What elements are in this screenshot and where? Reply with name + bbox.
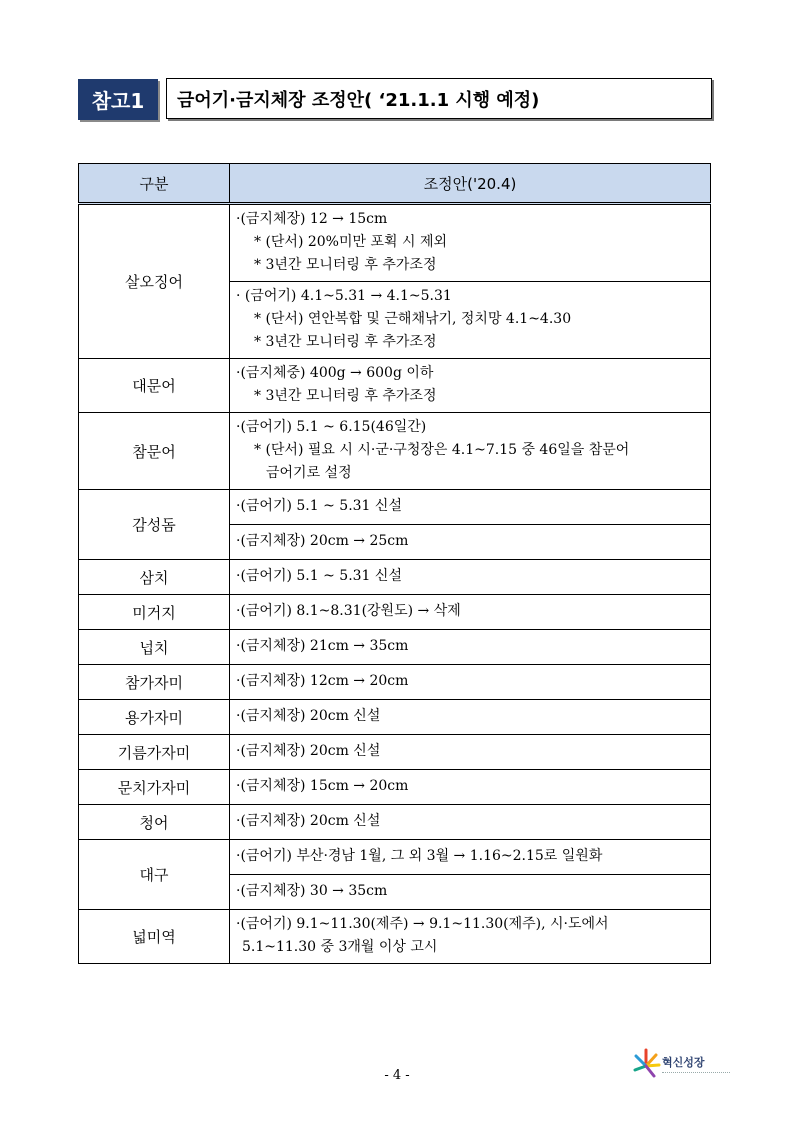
row-content [230, 359, 711, 413]
table-row [79, 840, 711, 875]
table-row [79, 204, 711, 282]
table-header-row [79, 164, 711, 204]
row-category: 청어 [79, 805, 230, 840]
row-content: ·(금어기) 5.1 ~ 5.31 신설 [230, 490, 711, 525]
row-category: 기름가자미 [79, 735, 230, 770]
row-category: 참문어 [79, 413, 230, 490]
row-category: 넙치 [79, 630, 230, 665]
table-row [79, 359, 711, 413]
table-row [79, 595, 711, 630]
table-row [79, 560, 711, 595]
page-number: - 4 - [384, 1068, 410, 1083]
content-note: * (단서) 연안복합 및 근해채낚기, 정치망 4.1~4.30 [254, 311, 572, 327]
row-category: 살오징어 [79, 204, 230, 359]
content-line: ·(금어기) 9.1~11.30(제주) → 9.1~11.30(제주), 시·도에서 [236, 916, 609, 932]
table-row [79, 910, 711, 964]
title-row [78, 78, 714, 121]
row-content: ·(금어기) 5.1 ~ 5.31 신설 [230, 560, 711, 595]
header-category: 구분 [79, 164, 230, 204]
row-content [230, 204, 711, 282]
content-line: ·(금어기) 5.1 ~ 6.15(46일간) [236, 419, 427, 435]
content-note: * 3년간 모니터링 후 추가조정 [254, 334, 437, 350]
row-content: ·(금어기) 부산·경남 1월, 그 외 3월 → 1.16~2.15로 일원화 [230, 840, 711, 875]
row-content [230, 910, 711, 964]
row-content: ·(금지체장) 20cm 신설 [230, 735, 711, 770]
table-row [79, 665, 711, 700]
burst-icon [632, 1046, 662, 1080]
row-category: 용가자미 [79, 700, 230, 735]
row-content: ·(금지체장) 20cm 신설 [230, 700, 711, 735]
table-row [79, 630, 711, 665]
row-content: ·(금지체장) 20cm 신설 [230, 805, 711, 840]
row-category: 삼치 [79, 560, 230, 595]
header-proposal: 조정안('20.4) [230, 164, 711, 204]
row-category: 대구 [79, 840, 230, 910]
row-content: ·(금지체장) 15cm → 20cm [230, 770, 711, 805]
row-content: ·(금지체장) 30 → 35cm [230, 875, 711, 910]
row-content: ·(금지체장) 20cm → 25cm [230, 525, 711, 560]
table-row [79, 490, 711, 525]
row-category: 감성돔 [79, 490, 230, 560]
row-category: 문치가자미 [79, 770, 230, 805]
logo-tagline-decoration [662, 1072, 730, 1079]
adjustment-table [78, 163, 711, 964]
table-row [79, 735, 711, 770]
table-row [79, 413, 711, 490]
content-note-line: 금어기로 설정 [266, 465, 352, 481]
logo-text: 혁신성장 [662, 1056, 705, 1069]
table-row [79, 770, 711, 805]
content-line: ·(금지체중) 400g → 600g 이하 [236, 365, 434, 381]
reference-badge: 참고1 [78, 79, 158, 120]
content-note [236, 439, 704, 485]
table-row [79, 700, 711, 735]
row-content [230, 413, 711, 490]
row-category: 대문어 [79, 359, 230, 413]
row-content: ·(금지체장) 21cm → 35cm [230, 630, 711, 665]
row-content: ·(금어기) 8.1~8.31(강원도) → 삭제 [230, 595, 711, 630]
content-line: 5.1~11.30 중 3개월 이상 고시 [242, 939, 438, 955]
row-content: ·(금지체장) 12cm → 20cm [230, 665, 711, 700]
table-row [79, 805, 711, 840]
content-line: · (금어기) 4.1~5.31 → 4.1~5.31 [236, 288, 452, 304]
content-note-line: * (단서) 필요 시 시·군·구청장은 4.1~7.15 중 46일을 참문어 [254, 442, 630, 458]
content-note: * 3년간 모니터링 후 추가조정 [254, 257, 437, 273]
content-note: * (단서) 20%미만 포획 시 제외 [254, 234, 448, 250]
innovation-growth-logo [632, 1046, 732, 1090]
page-title: 금어기·금지체장 조정안( ‘21.1.1 시행 예정) [166, 78, 712, 119]
row-category: 미거지 [79, 595, 230, 630]
content-line: ·(금지체장) 12 → 15cm [236, 211, 388, 227]
content-note: * 3년간 모니터링 후 추가조정 [254, 388, 437, 404]
row-category: 참가자미 [79, 665, 230, 700]
row-content [230, 282, 711, 359]
row-category: 넓미역 [79, 910, 230, 964]
